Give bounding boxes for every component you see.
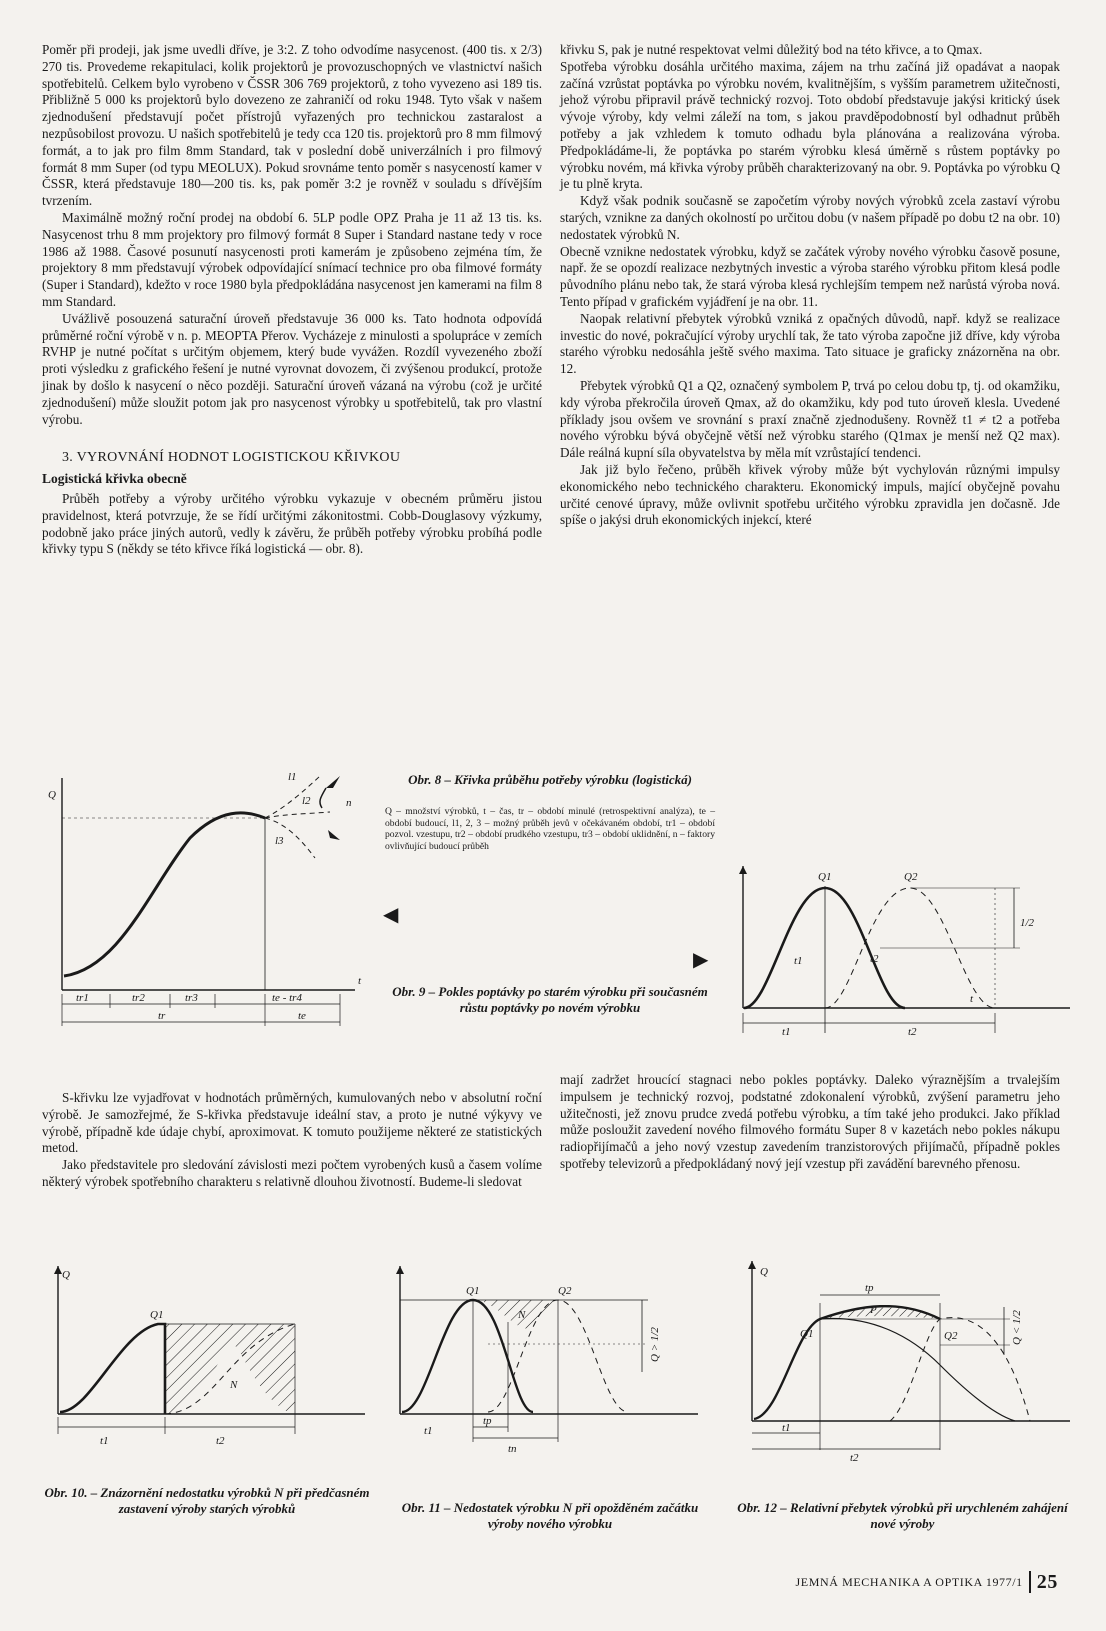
- paragraph: Když však podnik současně se započetím výroby nových výrobků zcela zastaví výrobu starých, vznikne za daných okolností po určitou dobu (v našem případě po dobu t2 na obr. 10) nedostatek výrobků N.: [560, 193, 1060, 242]
- label-tr3: tr3: [185, 992, 198, 1004]
- section-heading: 3. VYROVNÁNÍ HODNOT LOGISTICKOU KŘIVKOU: [62, 450, 401, 466]
- paragraph: Uvážlivě posouzená saturační úroveň představuje 36 000 ks. Tato hodnota odpovídá průměrné roční výrobě v n. p. MEOPTA Přerov. Vycházeje z minulosti a spolupráce v zemích RVHP je nutné počítat s určitým objemem, který bude vyvážen. Rozdíl vyvezeného zboží proti výsledku z grafického řešení je nutné vyrovnat dovozem, či zvýšenou produkcí, protože jinak by došlo k nasycení o něco později. Saturační úroveň vázaná na výrobu (což je určité zjednodušení) může sloužit potom jak pro nasycenost výrobky u spotřebitelů, tak pro vlastní výrobu.: [42, 310, 542, 427]
- figure-9-graph: [730, 858, 1080, 1048]
- figure-12-graph: [740, 1255, 1085, 1475]
- axis-label-t: t: [358, 975, 362, 987]
- figure-8: [40, 768, 370, 1038]
- label-te: te: [298, 1010, 306, 1022]
- paragraph: Poměr při prodeji, jak jsme uvedli dříve, je 3:2. Z toho odvodíme nasycenost. (400 tis. x 2/3) 270 tis. Provedeme rekapitulaci, kolik projektorů je provozuschopných ve vlastnictví našich spotřebitelů. Celkem bylo vyrobeno v ČSSR 306 769 projektorů, z toho vyvezeno asi 189 tis. Přibližně 5 000 ks projektorů bylo dovezeno ze zahraničí od roku 1948. Tyto však v našem zjednodušení představují počet přístrojů vyřazených pro technickou zastaralost a nezpůsobilost provozu. U našich spotřebitelů je tedy cca 120 tis. projektorů pro 8 mm filmový formát, a to jak pro film 8mm Standard, tak v poslední době univerzálních i pro filmový formát 8 mm Super (od typu MEOLUX). Pokud srovnáme tento poměr s nasyceností kamer v ČSSR, která představuje 180—200 tis. ks, pak poměr 3:2 je rovněž v souladu s dřívějším tvrzením.: [42, 42, 542, 209]
- axis-label-q: Q: [760, 1266, 768, 1278]
- page-footer: [796, 1571, 1059, 1594]
- label-t1: t1: [100, 1435, 109, 1447]
- figure-8-graph: [40, 768, 370, 1038]
- paragraph: mají zadržet hroucící stagnaci nebo pokles poptávky. Daleko výraznějším a trvalejším impulsem je technický rozvoj, podstatné zdokonalení výrobků, zvýšení parametru jeho užitečnosti, jež znovu prudce zvedá potřebu výrobku, a tím také jeho produkci. Jako příklad může posloužit zavedení nového filmového formátu Super 8 v kazetách nebo pokles nákupu radiopřijímačů a jeho nový vzestup zavedením tranzistorových přijímačů, případně pokles spotřeby televizorů a předpokládaný nový její vzestup při zavádění barevného přenosu.: [560, 1072, 1060, 1171]
- arrow-right-icon: ▶: [693, 949, 709, 971]
- label-t1: t1: [424, 1425, 433, 1437]
- label-t1: t1: [782, 1026, 791, 1038]
- paragraph: Spotřeba výrobku dosáhla určitého maxima, zájem na trhu začíná již opadávat a naopak začíná vzrůstat poptávka po výrobku novém, kvalitnějším, s vyšším parametrem užitečnosti, jehož výrobu připravil právě technický rozvoj. Toto období představuje jakýsi kritický úsek vývoje výroby, kdy velmi záleží na tom, s jakou pravděpodobností byl odhadnut průběh potřeby a jak vzhledem k tomuto odhadu byla plánována a realizována výroba. Předpokládáme-li, že poptávka po starém výrobku klesá úměrně s růstem poptávky po výrobku novém, má křivka výroby průběh charakterizovaný na obr. 9. Poptávka po výrobku Q je tu plně kryta.: [560, 58, 1060, 192]
- figure-11: [388, 1262, 718, 1472]
- label-n: N: [230, 1379, 238, 1391]
- figure-9: [730, 858, 1080, 1048]
- label-t2: t2: [908, 1026, 917, 1038]
- label-t1-mid: t1: [794, 955, 803, 967]
- label-t2: t2: [850, 1452, 859, 1464]
- axis-label-q: Q: [48, 789, 56, 801]
- column-right-top: [560, 42, 1060, 529]
- paragraph: Naopak relativní přebytek výrobků vzniká z opačných důvodů, např. když se realizace investic do nové, pokračující výroby urychlí tak, že tato výroba započne již dříve, kdy výroba starého výrobku nedosáhla ještě svého maxima. Tato situace je graficky znázorněna na obr. 12.: [560, 310, 1060, 377]
- label-l3: l3: [275, 835, 284, 847]
- label-tr2: tr2: [132, 992, 145, 1004]
- label-n: n: [346, 797, 352, 809]
- figure-8-caption: Obr. 8 – Křivka průběhu potřeby výrobku (logistická): [408, 772, 692, 787]
- label-l1: l1: [288, 771, 297, 783]
- figure-12-caption: Obr. 12 – Relativní přebytek výrobků při urychleném zahájení nové výroby: [737, 1500, 1068, 1531]
- axis-label-q: Q: [62, 1269, 70, 1281]
- figure-9-caption: Obr. 9 – Pokles poptávky po starém výrobku při současném růstu poptávky po novém výrobku: [392, 984, 708, 1015]
- label-q1: Q1: [150, 1309, 164, 1321]
- paragraph: S-křivku lze vyjadřovat v hodnotách průměrných, kumulovaných nebo v absolutní roční výrobě. Je samozřejmé, že S-křivka představuje ideální stav, a proto je nutné výkyvy ve výrobě, případně kde údaje chybí, aproximovat. K tomuto použijeme některé ze statistických metod.: [42, 1090, 542, 1156]
- label-n: N: [518, 1309, 526, 1321]
- label-side: Q < 1/2: [1011, 1310, 1023, 1345]
- label-q2: Q2: [558, 1285, 572, 1297]
- column-left-top: [42, 42, 542, 558]
- label-te-tr4: te - tr4: [272, 992, 302, 1004]
- page-number: 25: [1029, 1571, 1058, 1593]
- label-q1: Q1: [800, 1328, 814, 1340]
- figure-12: [740, 1255, 1085, 1475]
- label-l2: l2: [302, 795, 311, 807]
- label-t2-mid: t2: [870, 953, 879, 965]
- label-t2: t2: [216, 1435, 225, 1447]
- label-side: Q > 1/2: [649, 1327, 661, 1362]
- label-tn: tn: [508, 1443, 517, 1455]
- paragraph: Obecně vznikne nedostatek výrobku, když se začátek výroby nového výrobku časově posune, např. že se opozdí realizace nezbytných investic a výroba starého výrobku přitom klesá podle původního plánu nebo tak, že stará výroba klesá rychlejším tempem než narůstá výroba nová. Tento případ v grafickém vyjádření je na obr. 11.: [560, 243, 1060, 309]
- figure-10-graph: [40, 1262, 380, 1472]
- axis-label-t: t: [970, 993, 974, 1005]
- figure-11-caption: Obr. 11 – Nedostatek výrobku N při opožděném začátku výroby nového výrobku: [401, 1500, 699, 1531]
- journal-name: JEMNÁ MECHANIKA A OPTIKA 1977/1: [795, 1575, 1023, 1589]
- label-q2: Q2: [904, 871, 918, 883]
- paragraph: Maximálně možný roční prodej na období 6. 5LP podle OPZ Praha je 11 až 13 tis. ks. Nasycenost trhu 8 mm projektory pro filmový formát 8 Super i Standard nastane tedy v roce 1986 až 1988. Časové posunutí nasycenosti proti kamerám je způsobeno zejména tím, že projektory 8 mm představují výrobek odpovídající snímací technice pro oba filmové formáty (Super i Standard), kdežto v roce 1980 byla předpokládána nasycenost jen kamerami na film 8 mm Standard.: [42, 209, 542, 309]
- figure-10-caption: Obr. 10. – Znázornění nedostatku výrobků N při předčasném zastavení výroby starých výrobků: [44, 1485, 370, 1516]
- label-tp: tp: [865, 1282, 874, 1294]
- column-left-middle: [42, 1090, 542, 1191]
- label-p: P: [870, 1304, 877, 1316]
- label-tp: tp: [483, 1415, 492, 1427]
- figure-10: [40, 1262, 380, 1472]
- label-q2: Q2: [944, 1330, 958, 1342]
- figure-8-legend: Q – množství výrobků, t – čas, tr – období minulé (retrospektivní analýza), te – období budoucí, l1, 2, 3 – možný průběh jevů v očekávaném období, tr1 – období pozvol. vzestupu, tr2 – období prudkého vzestupu, tr3 – období uklidnění, n – faktory ovlivňující budoucí průběh: [385, 806, 715, 852]
- label-half: 1/2: [1020, 917, 1035, 929]
- paragraph: Jak již bylo řečeno, průběh křivek výroby může být vychylován různými impulsy ekonomického nebo technického charakteru. Ekonomický impuls, mající obyčejně povahu určité cenové úpravy, může ovlivnit spotřebu určitého výrobku zpravidla jen dočasně. Jde spíše o jakýsi druh ekonomických injekcí, které: [560, 461, 1060, 528]
- arrow-left-icon: ◀: [383, 904, 399, 926]
- paragraph: Jako představitele pro sledování závislosti mezi počtem vyrobených kusů a časem volíme některý výrobek spotřebního charakteru s relativně dlouhou životností. Budeme-li sledovat: [42, 1157, 542, 1189]
- label-tr: tr: [158, 1010, 166, 1022]
- paragraph: Průběh potřeby a výroby určitého výrobku vykazuje v obecném průměru jistou pravidelnost, která potvrzuje, že se řídí určitými zákonitostmi. Cobb-Douglasovy výzkumy, podobně jako práce jiných autorů, vedly k závěru, že průběh potřeby výrobku probíhá podle křivky typu S (někdy se této křivce říká logistická — obr. 8).: [42, 490, 542, 557]
- paragraph: Přebytek výrobků Q1 a Q2, označený symbolem P, trvá po celou dobu tp, tj. od okamžiku, kdy výroba překročila úroveň Qmax, až do okamžiku, kdy pod tuto úroveň klesla. Uvedené příklady jsou ovšem ve srovnání s praxí značně zjednodušeny. Rovněž t1 ≠ t2 a potřeba nového výrobku bývá obyčejně větší než výrobku starého (Q1max je menší než Q2 max). Dále reálná kupní síla obyvatelstva by měla mít vzrůstající tendenci.: [560, 377, 1060, 461]
- label-q1: Q1: [466, 1285, 480, 1297]
- label-t1: t1: [782, 1422, 791, 1434]
- paragraph: křivku S, pak je nutné respektovat velmi důležitý bod na této křivce, a to Qmax.: [560, 42, 983, 57]
- column-right-middle: [560, 1072, 1060, 1173]
- label-q1: Q1: [818, 871, 832, 883]
- subsection-heading: Logistická křivka obecně: [42, 471, 187, 487]
- figure-11-graph: [388, 1262, 718, 1472]
- label-tr1: tr1: [76, 992, 89, 1004]
